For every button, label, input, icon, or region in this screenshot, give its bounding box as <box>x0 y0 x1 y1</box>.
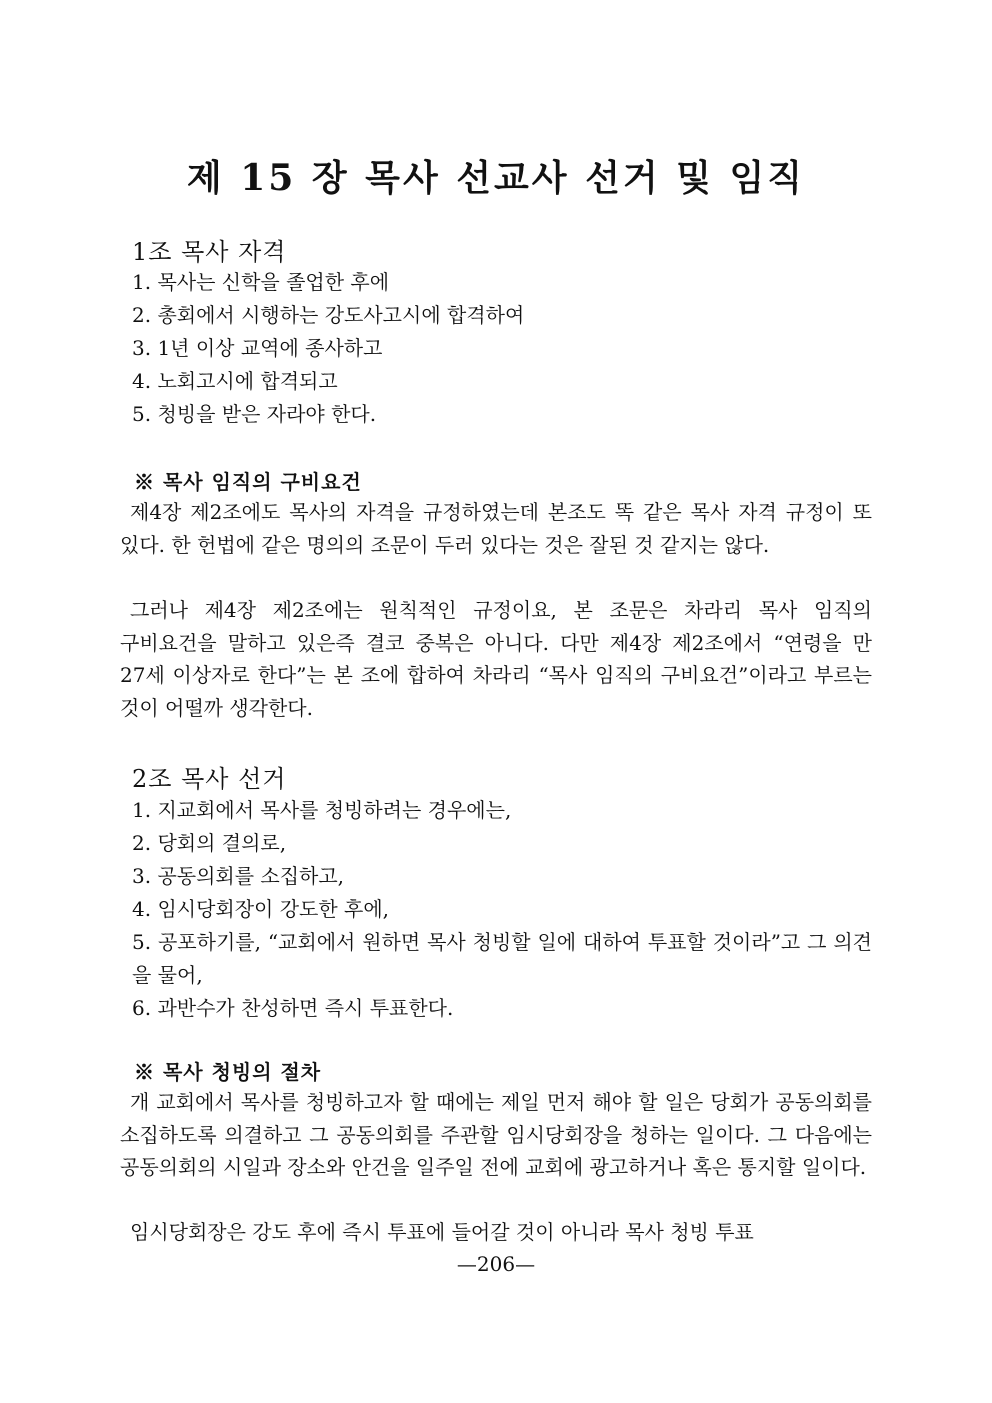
list-item: 5. 청빙을 받은 자라야 한다. <box>132 402 377 426</box>
list-item: 3. 1년 이상 교역에 종사하고 <box>132 336 383 360</box>
list-item: 4. 노회고시에 합격되고 <box>132 369 338 393</box>
list-item: 2. 총회에서 시행하는 강도사고시에 합격하여 <box>132 303 525 327</box>
list-item: 1. 지교회에서 목사를 청빙하려는 경우에는, <box>132 798 512 822</box>
list-item: 1. 목사는 신학을 졸업한 후에 <box>132 270 390 294</box>
article-2-list <box>132 794 872 1025</box>
list-item: 4. 임시당회장이 강도한 후에, <box>132 897 390 921</box>
page-number: —206— <box>456 1252 536 1276</box>
article-1-heading: 1조 목사 자격 <box>132 238 287 266</box>
list-item: 6. 과반수가 찬성하면 즉시 투표한다. <box>132 996 454 1020</box>
note-1-paragraph-1: 제4장 제2조에도 목사의 자격을 규정하였는데 본조도 똑 같은 목사 자격 규정이 또 있다. 한 헌법에 같은 명의의 조문이 두러 있다는 것은 잘된 것 같지는 않다. <box>120 500 872 557</box>
note-2-paragraph-1: 개 교회에서 목사를 청빙하고자 할 때에는 제일 먼저 해야 할 일은 당회가 공동의회를 소집하도록 의결하고 그 공동의회를 주관할 임시당회장을 청하는 일이다. 그 다음에는 공동의회의 시일과 장소와 안건을 일주일 전에 교회에 광고하거나 혹은 통지할 일이다. <box>120 1090 872 1179</box>
note-1-paragraph-2: 그러나 제4장 제2조에는 원칙적인 규정이요, 본 조문은 차라리 목사 임직의 구비요건을 말하고 있은즉 결코 중복은 아니다. 다만 제4장 제2조에서 “연령을 만 27세 이상자로 한다”는 본 조에 합하여 차라리 “목사 임직의 구비요건”이라고 부르는 것이 어떨까 생각한다. <box>120 598 872 720</box>
article-1-list <box>132 266 524 431</box>
note-2-heading: ※ 목사 청빙의 절차 <box>134 1060 322 1084</box>
article-2-heading: 2조 목사 선거 <box>132 765 287 793</box>
list-item: 5. 공포하기를, “교회에서 원하면 목사 청빙할 일에 대하여 투표할 것이라”고 그 의견을 물어, <box>132 930 872 987</box>
chapter-title: 제 15 장 목사 선교사 선거 및 임직 <box>186 157 806 199</box>
list-item: 2. 당회의 결의로, <box>132 831 287 855</box>
list-item: 3. 공동의회를 소집하고, <box>132 864 345 888</box>
note-1-heading: ※ 목사 임직의 구비요건 <box>134 470 362 494</box>
note-2-paragraph-2: 임시당회장은 강도 후에 즉시 투표에 들어갈 것이 아니라 목사 청빙 투표 <box>130 1220 754 1244</box>
